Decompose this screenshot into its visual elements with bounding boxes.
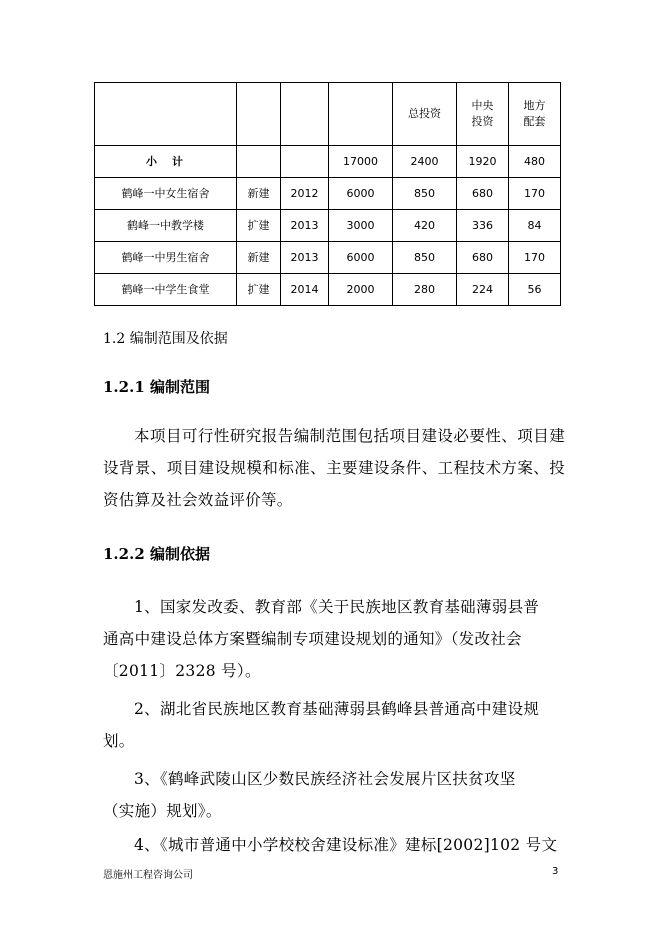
row-investment: 420 [393,210,457,242]
row-type: 新建 [237,178,281,210]
row-year: 2013 [281,210,329,242]
header-local: 地方 配套 [509,83,561,146]
row-investment: 850 [393,178,457,210]
section-heading-1-2-1: 1.2.1 编制范围 [103,378,210,396]
basis-item-1-line-3: 〔2011〕2328 号）。 [103,662,261,680]
table-row [95,178,561,210]
row-year: 2014 [281,274,329,306]
row-local: 170 [509,178,561,210]
subtotal-total-cost: 17000 [329,146,393,178]
row-central: 680 [457,242,509,274]
table-row [95,274,561,306]
row-type: 扩建 [237,274,281,306]
basis-item-3-line-2: （实施）规划》。 [103,802,222,820]
basis-item-1-line-2: 通高中建设总体方案暨编制专项建设规划的通知》（发改社会 [103,630,522,648]
basis-item-3-line-1: 3、《鹤峰武陵山区少数民族经济社会发展片区扶贫攻坚 [134,770,516,788]
basis-item-4-line-1: 4、《城市普通中小学校校舍建设标准》建标[2002]102 号文 [134,836,558,854]
row-central: 336 [457,210,509,242]
subtotal-investment: 2400 [393,146,457,178]
row-local: 56 [509,274,561,306]
row-central: 680 [457,178,509,210]
row-year: 2012 [281,178,329,210]
row-investment: 850 [393,242,457,274]
header-total: 总投资 [393,83,457,146]
table-header-row [95,83,561,146]
basis-item-2-line-1: 2、湖北省民族地区教育基础薄弱县鹤峰县普通高中建设规 [134,700,540,718]
row-name: 鹤峰一中学生食堂 [95,274,237,306]
header-central: 中央 投资 [457,83,509,146]
subtotal-central: 1920 [457,146,509,178]
footer-company: 恩施州工程咨询公司 [103,870,193,881]
row-year: 2013 [281,242,329,274]
row-investment: 280 [393,274,457,306]
row-central: 224 [457,274,509,306]
basis-item-1-line-1: 1、国家发改委、教育部《关于民族地区教育基础薄弱县普 [134,598,540,616]
row-type: 新建 [237,242,281,274]
row-name: 鹤峰一中教学楼 [95,210,237,242]
subtotal-label: 小 计 [95,146,237,178]
row-name: 鹤峰一中女生宿舍 [95,178,237,210]
row-name: 鹤峰一中男生宿舍 [95,242,237,274]
subtotal-local: 480 [509,146,561,178]
row-cost: 2000 [329,274,393,306]
table-row [95,242,561,274]
row-cost: 3000 [329,210,393,242]
row-cost: 6000 [329,242,393,274]
section-heading-1-2: 1.2 编制范围及依据 [103,331,228,347]
page-number: 3 [552,866,559,877]
row-local: 84 [509,210,561,242]
row-cost: 6000 [329,178,393,210]
table-row [95,210,561,242]
investment-table [94,82,561,306]
subtotal-row [95,146,561,178]
scope-paragraph: 本项目可行性研究报告编制范围包括项目建设必要性、项目建设背景、项目建设规模和标准、主要建设条件、工程技术方案、投资估算及社会效益评价等。 [103,427,565,509]
row-type: 扩建 [237,210,281,242]
section-heading-1-2-2: 1.2.2 编制依据 [103,545,210,563]
basis-item-2-line-2: 划。 [103,732,135,750]
row-local: 170 [509,242,561,274]
